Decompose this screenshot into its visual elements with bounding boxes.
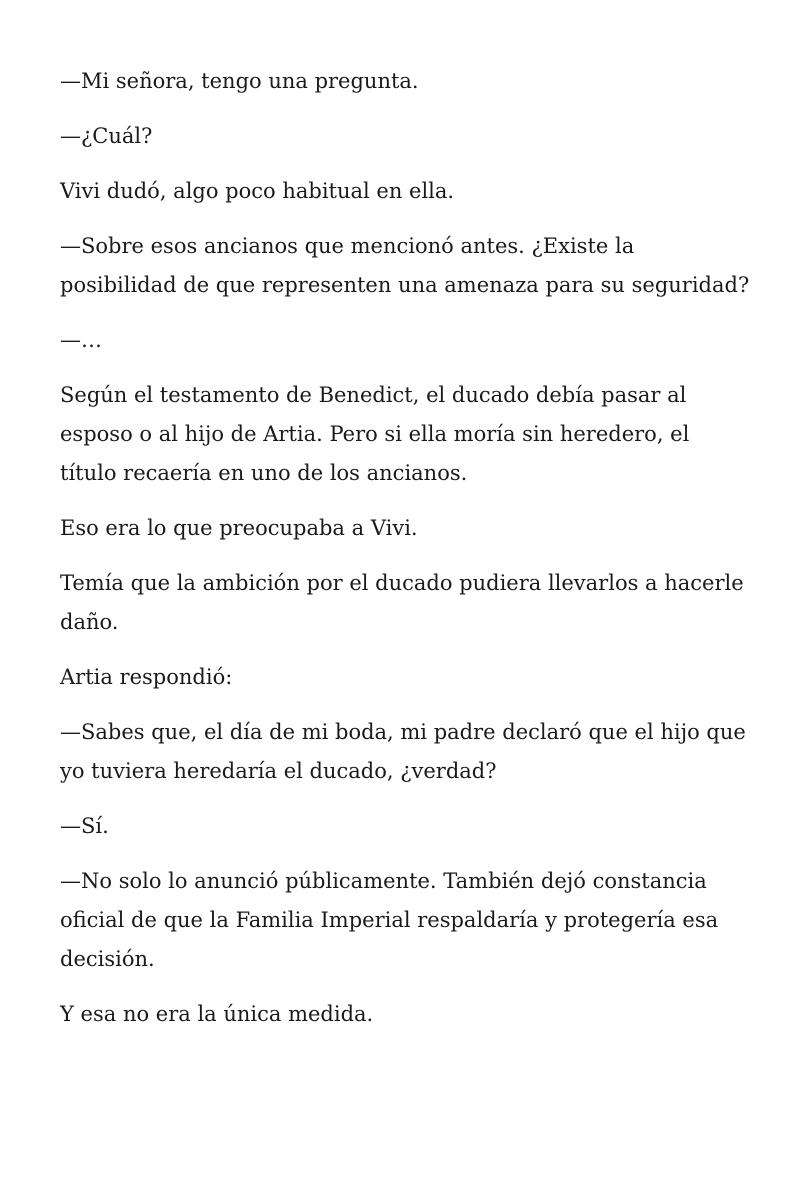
paragraph: —… [60,328,102,352]
document-page [60,62,750,1050]
paragraph: —Mi señora, tengo una pregunta. [60,69,419,93]
paragraph: Artia respondió: [60,665,233,689]
paragraph: Vivi dudó, algo poco habitual en ella. [60,179,455,203]
paragraph: —No solo lo anunció públicamente. También dejó constancia oficial de que la Familia Imperial respaldaría y protegería esa decisión. [60,869,719,971]
paragraph: Temía que la ambición por el ducado pudiera llevarlos a hacerle daño. [60,571,744,634]
paragraph: Eso era lo que preocupaba a Vivi. [60,516,418,540]
paragraph: —Sabes que, el día de mi boda, mi padre declaró que el hijo que yo tuviera heredaría el ducado, ¿verdad? [60,720,746,783]
paragraph: —¿Cuál? [60,124,153,148]
paragraph: Según el testamento de Benedict, el ducado debía pasar al esposo o al hijo de Artia. Pero si ella moría sin heredero, el título recaería en uno de los ancianos. [60,383,690,485]
paragraph: —Sí. [60,814,109,838]
paragraph: —Sobre esos ancianos que mencionó antes. ¿Existe la posibilidad de que representen una amenaza para su seguridad? [60,234,750,297]
paragraph: Y esa no era la única medida. [60,1002,374,1026]
